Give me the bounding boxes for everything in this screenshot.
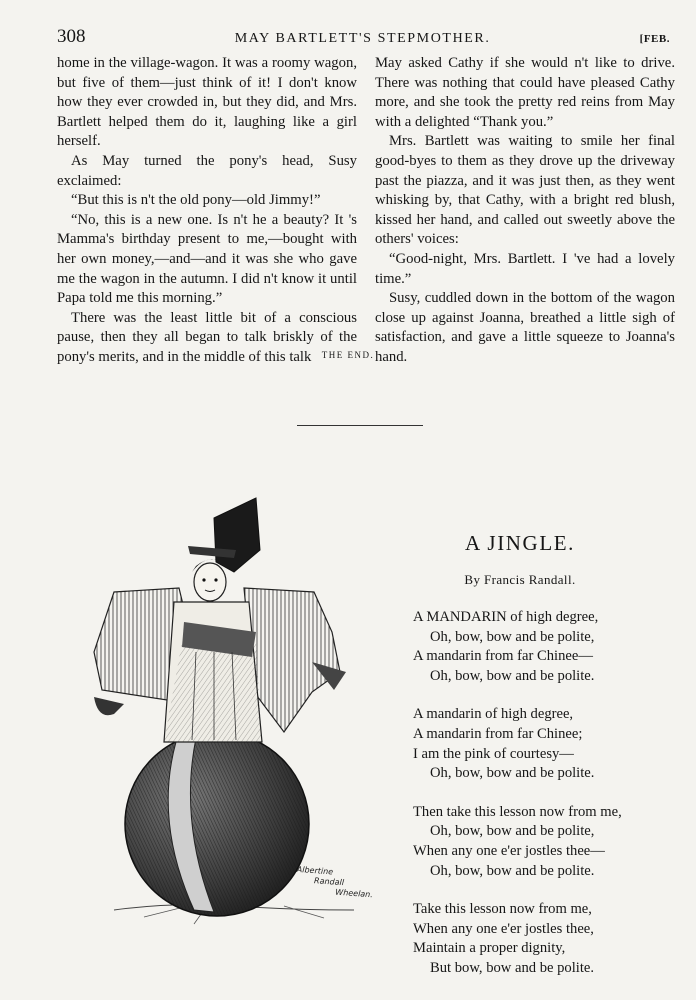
page-number: 308	[57, 26, 86, 47]
poem-stanza	[413, 803, 683, 881]
story-column-left	[57, 54, 357, 368]
signature-line: Randall	[313, 876, 345, 888]
story-column-right	[375, 54, 675, 368]
poem-stanza	[413, 608, 683, 686]
story-paragraph: As May turned the pony's head, Susy exclaimed:	[57, 152, 357, 189]
poem-line: A mandarin from far Chinee—	[413, 648, 593, 665]
ball	[125, 732, 309, 916]
poem-line: When any one e'er jostles thee,	[413, 920, 594, 937]
poem-line: Maintain a proper dignity,	[413, 940, 566, 957]
story-paragraph: Susy, cuddled down in the bottom of the wagon close up against Joanna, breathed a little sigh of satisfaction, and gave a little squeeze to Joanna's hand.	[375, 290, 675, 365]
poem-line: Oh, bow, bow and be polite,	[430, 823, 595, 840]
story-text	[57, 54, 675, 368]
running-title: MAY BARTLETT'S STEPMOTHER.	[234, 31, 491, 46]
poem-line: A MANDARIN of high degree,	[413, 609, 599, 625]
left-hand	[94, 697, 124, 715]
story-paragraph: There was the least little bit of a conscious pause, then they all began to talk briskly of the pony's merits, and in the middle of this talk	[57, 309, 357, 365]
story-paragraph: “No, this is a new one. Is n't he a beauty? It 's Mamma's birthday present to me,—bought with her own money,—and—and it was she who gave me the wagon in the autumn. I did n't know it until Papa told me this morning.”	[57, 211, 357, 307]
poem-stanza	[413, 900, 683, 978]
mandarin-illustration	[84, 492, 404, 932]
poem-line: Oh, bow, bow and be polite.	[430, 862, 595, 879]
poem-line: Oh, bow, bow and be polite.	[430, 667, 595, 684]
poem-line: Oh, bow, bow and be polite.	[430, 765, 595, 782]
signature-line: Albertine	[296, 864, 334, 877]
story-paragraph: home in the village-wagon. It was a roomy wagon, but five of them—just think of it! I don't know how they ever crowded in, but they did, and Mrs. Bartlett helped them do it, laughing like a girl herself.	[57, 55, 357, 150]
poem-stanza	[413, 705, 683, 783]
poem-line: Take this lesson now from me,	[413, 901, 592, 918]
artist-signature	[295, 865, 387, 901]
poem-byline: By Francis Randall.	[464, 572, 576, 587]
poem-line: Oh, bow, bow and be polite,	[430, 628, 595, 645]
poem-line: I am the pink of courtesy—	[413, 745, 574, 762]
signature-line: Wheelan.	[335, 887, 374, 900]
poem-line: When any one e'er jostles thee—	[413, 842, 605, 859]
poem	[413, 608, 683, 998]
mandarin-hat	[214, 498, 260, 572]
poem-line: A mandarin from far Chinee;	[413, 725, 583, 742]
section-rule	[297, 425, 423, 426]
poem-line: Then take this lesson now from me,	[413, 803, 622, 820]
running-month: [FEB.	[639, 33, 670, 45]
poem-title: A JINGLE.	[464, 531, 576, 555]
poem-line: A mandarin of high degree,	[413, 706, 574, 723]
the-end-mark: THE END.	[321, 350, 375, 360]
running-head	[57, 26, 670, 48]
story-paragraph: Mrs. Bartlett was waiting to smile her final good-byes to them as they drove up the driveway past the piazza, and it was just then, as they went whisking by, that Cathy, with a bright red blush, kissed her hand, and called out sweetly above the others' voices:	[375, 133, 675, 248]
story-paragraph: May asked Cathy if she would n't like to drive. There was nothing that could have pleased Cathy more, and she took the pretty red reins from May with a delighted “Thank you.”	[375, 55, 675, 130]
story-paragraph: “But this is n't the old pony—old Jimmy!”	[71, 192, 321, 209]
poem-line: But bow, bow and be polite.	[430, 959, 595, 976]
story-paragraph: “Good-night, Mrs. Bartlett. I 've had a lovely time.”	[375, 250, 675, 287]
